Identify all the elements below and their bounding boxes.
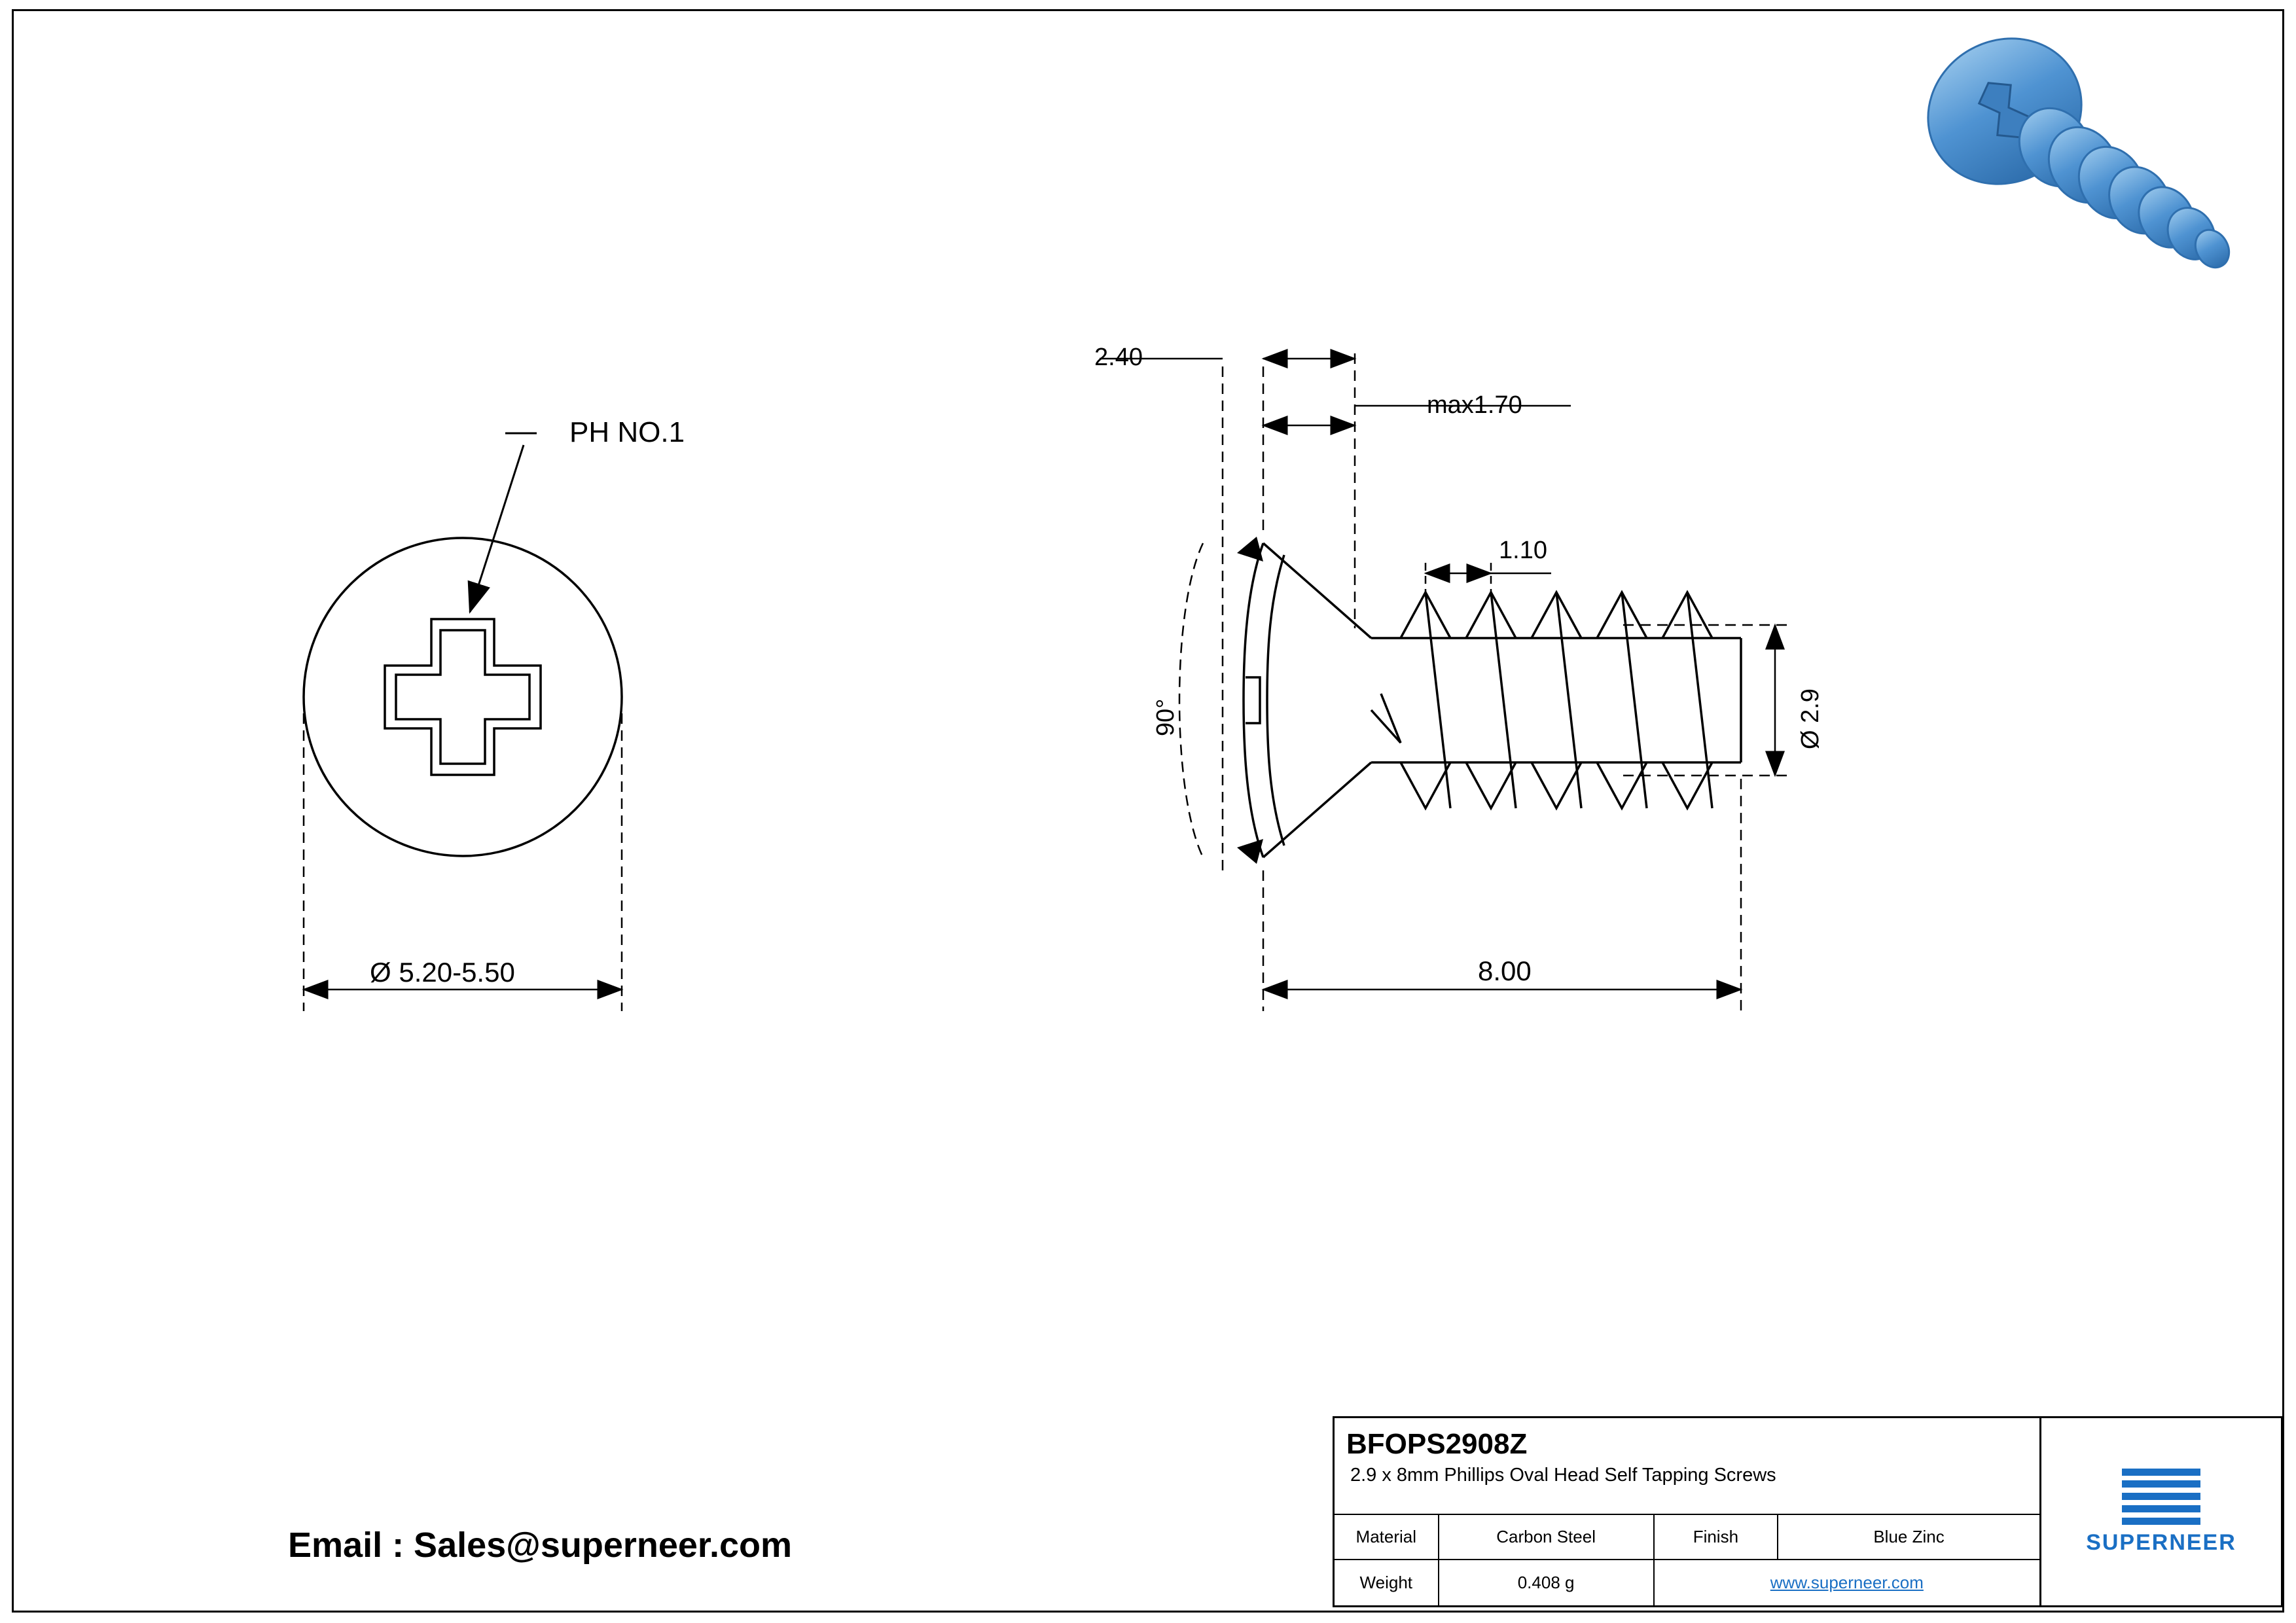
website-link[interactable]: www.superneer.com [1770,1573,1924,1593]
ph-callout-label: PH NO.1 [569,416,685,448]
brand-name: SUPERNEER [2086,1529,2236,1555]
website-cell[interactable] [1655,1560,2039,1605]
weight-label: Weight [1335,1560,1439,1605]
title-block-header [1335,1418,2039,1515]
material-value: Carbon Steel [1439,1515,1655,1559]
shank-diameter-label: Ø 2.9 [1797,688,1824,749]
weight-value: 0.408 g [1439,1560,1655,1605]
title-block [1333,1416,2283,1607]
overall-length-label: 8.00 [1478,955,1532,986]
head-angle-label: 90° [1152,698,1179,736]
contact-email: Email : Sales@superneer.com [288,1525,793,1565]
head-height-label: 2.40 [1094,344,1143,371]
superneer-logo-icon [2122,1469,2200,1525]
finish-label: Finish [1655,1515,1778,1559]
sheet-border [12,9,2284,1613]
material-label: Material [1335,1515,1439,1559]
head-diameter-label: Ø 5.20-5.50 [370,957,515,988]
title-block-info [1335,1418,2041,1605]
finish-value: Blue Zinc [1873,1527,1945,1547]
recess-depth-label: max1.70 [1427,391,1522,419]
material-row [1335,1515,2039,1560]
part-description: 2.9 x 8mm Phillips Oval Head Self Tapping Screws [1350,1465,1776,1486]
thread-pitch-label: 1.10 [1499,537,1547,564]
weight-row [1335,1560,2039,1605]
part-code: BFOPS2908Z [1346,1428,1528,1460]
brand-logo [2041,1418,2281,1605]
